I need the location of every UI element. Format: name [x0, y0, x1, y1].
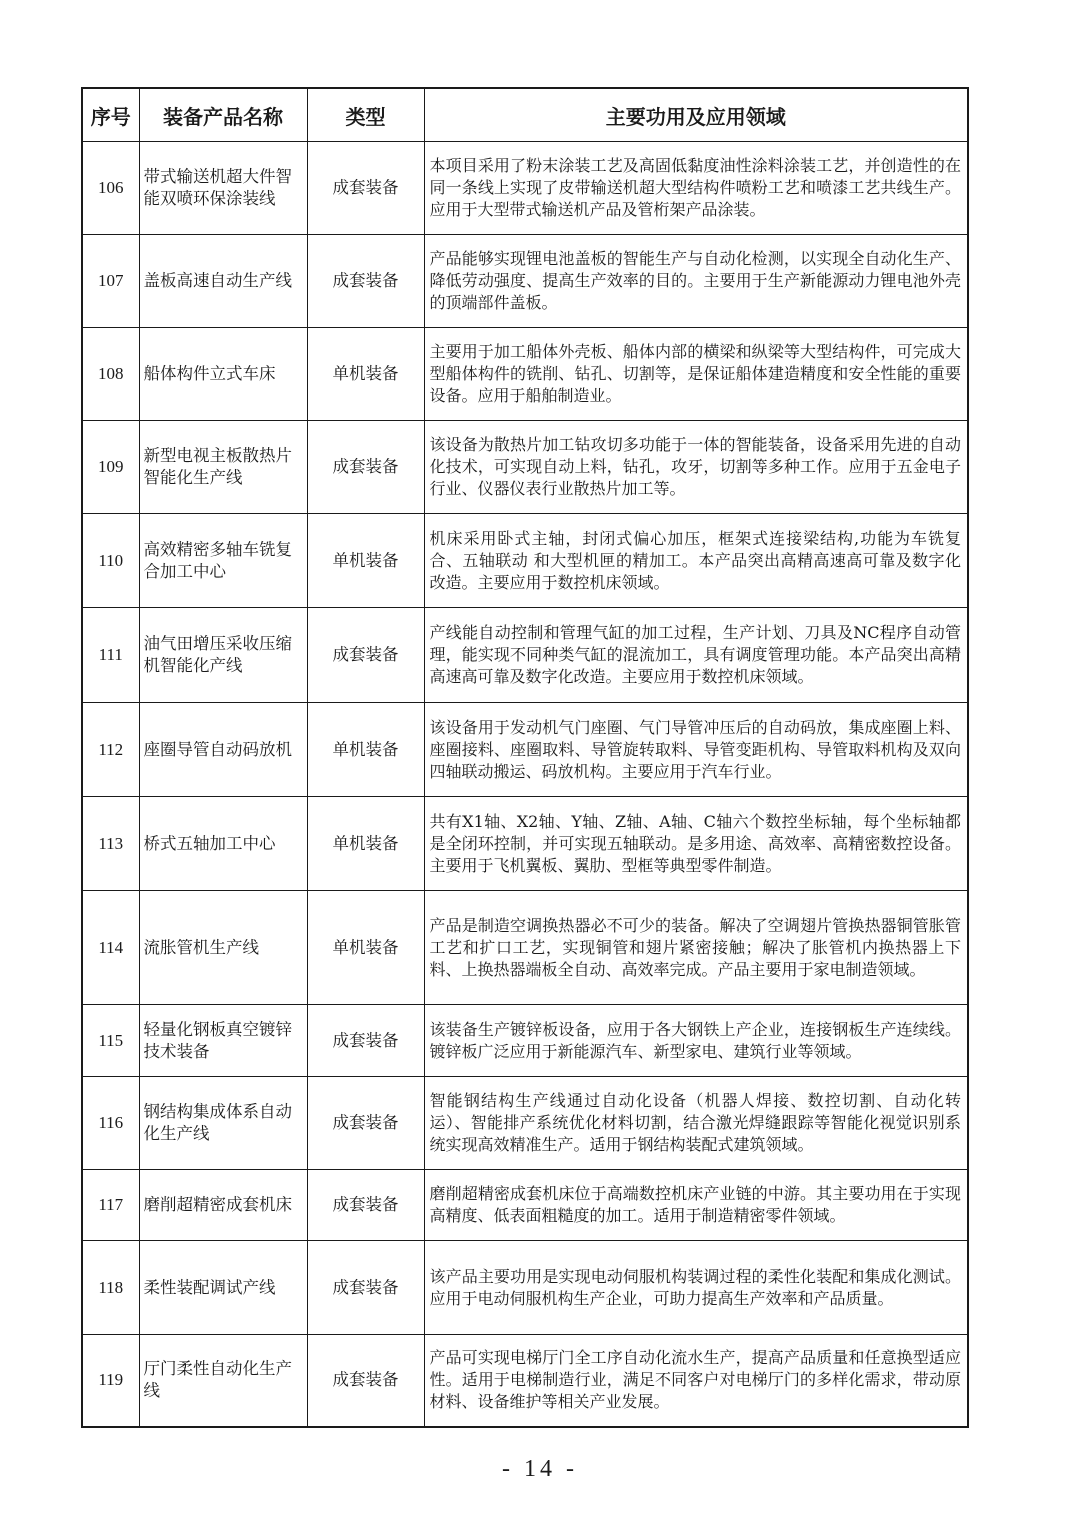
equipment-table [81, 87, 969, 1428]
product-description: 共有X1轴、X2轴、Y轴、Z轴、A轴、C轴六个数控坐标轴，每个坐标轴都是全闭环控制，并可实现五轴联动。是多用途、高效率、高精密数控设备。主要用于飞机翼板、翼肋、型框等典型零件制造。 [424, 797, 968, 891]
product-name: 高效精密多轴车铣复合加工中心 [139, 514, 307, 608]
table-row [82, 328, 968, 421]
product-type: 成套装备 [307, 142, 424, 235]
table-row [82, 421, 968, 514]
product-description: 机床采用卧式主轴，封闭式偏心加压，框架式连接梁结构,功能为车铣复合、五轴联动 和大型机匣的精加工。本产品突出高精高速高可靠及数字化改造。主要应用于数控机床领域。 [424, 514, 968, 608]
header-desc: 主要功用及应用领域 [424, 88, 968, 142]
product-name: 座圈导管自动码放机 [139, 703, 307, 797]
header-no: 序号 [82, 88, 139, 142]
row-number: 111 [82, 608, 139, 703]
product-description: 该产品主要功用是实现电动伺服机构装调过程的柔性化装配和集成化测试。应用于电动伺服机构生产企业，可助力提高生产效率和产品质量。 [424, 1241, 968, 1335]
product-type: 成套装备 [307, 235, 424, 328]
header-name: 装备产品名称 [139, 88, 307, 142]
row-number: 115 [82, 1005, 139, 1077]
product-name: 厅门柔性自动化生产线 [139, 1335, 307, 1427]
row-number: 106 [82, 142, 139, 235]
product-type: 成套装备 [307, 421, 424, 514]
product-description: 产品是制造空调换热器必不可少的装备。解决了空调翅片管换热器铜管胀管工艺和扩口工艺，实现铜管和翅片紧密接触；解决了胀管机内换热器上下料、上换热器端板全自动、高效率完成。产品主要用于家电制造领域。 [424, 891, 968, 1005]
table-row [82, 1077, 968, 1170]
product-type: 单机装备 [307, 891, 424, 1005]
product-type: 成套装备 [307, 1170, 424, 1241]
product-type: 成套装备 [307, 1005, 424, 1077]
table-row [82, 1335, 968, 1427]
page-number: - 14 - [502, 1456, 578, 1482]
row-number: 116 [82, 1077, 139, 1170]
product-description: 该设备用于发动机气门座圈、气门导管冲压后的自动码放，集成座圈上料、座圈接料、座圈取料、导管旋转取料、导管变距机构、导管取料机构及双向四轴联动搬运、码放机构。主要应用于汽车行业。 [424, 703, 968, 797]
product-description: 智能钢结构生产线通过自动化设备（机器人焊接、数控切割、自动化转运）、智能排产系统优化材料切割，结合激光焊缝跟踪等智能化视觉识别系统实现高效精准生产。适用于钢结构装配式建筑领域。 [424, 1077, 968, 1170]
product-description: 主要用于加工船体外壳板、船体内部的横梁和纵梁等大型结构件，可完成大型船体构件的铣削、钻孔、切割等，是保证船体建造精度和安全性能的重要设备。应用于船舶制造业。 [424, 328, 968, 421]
row-number: 109 [82, 421, 139, 514]
product-name: 带式输送机超大件智能双喷环保涂装线 [139, 142, 307, 235]
product-description: 磨削超精密成套机床位于高端数控机床产业链的中游。其主要功用在于实现高精度、低表面粗糙度的加工。适用于制造精密零件领域。 [424, 1170, 968, 1241]
table-header-row [82, 88, 968, 142]
table-row [82, 891, 968, 1005]
product-description: 该设备为散热片加工钻攻切多功能于一体的智能装备，设备采用先进的自动化技术，可实现自动上料，钻孔，攻牙，切割等多种工作。应用于五金电子行业、仪器仪表行业散热片加工等。 [424, 421, 968, 514]
product-name: 磨削超精密成套机床 [139, 1170, 307, 1241]
product-type: 成套装备 [307, 1241, 424, 1335]
product-type: 成套装备 [307, 1077, 424, 1170]
product-type: 单机装备 [307, 797, 424, 891]
row-number: 107 [82, 235, 139, 328]
table-row [82, 797, 968, 891]
row-number: 108 [82, 328, 139, 421]
table-row [82, 608, 968, 703]
table-row [82, 1170, 968, 1241]
product-name: 油气田增压采收压缩机智能化产线 [139, 608, 307, 703]
product-name: 桥式五轴加工中心 [139, 797, 307, 891]
row-number: 114 [82, 891, 139, 1005]
product-type: 单机装备 [307, 514, 424, 608]
table-row [82, 703, 968, 797]
product-description: 该装备生产镀锌板设备，应用于各大钢铁上产企业，连接钢板生产连续线。镀锌板广泛应用于新能源汽车、新型家电、建筑行业等领域。 [424, 1005, 968, 1077]
product-description: 本项目采用了粉末涂装工艺及高固低黏度油性涂料涂装工艺，并创造性的在同一条线上实现了皮带输送机超大型结构件喷粉工艺和喷漆工艺共线生产。应用于大型带式输送机产品及管桁架产品涂装。 [424, 142, 968, 235]
table-row [82, 1005, 968, 1077]
product-description: 产线能自动控制和管理气缸的加工过程，生产计划、刀具及NC程序自动管理，能实现不同种类气缸的混流加工，具有调度管理功能。本产品突出高精高速高可靠及数字化改造。主要应用于数控机床领域。 [424, 608, 968, 703]
row-number: 110 [82, 514, 139, 608]
product-name: 流胀管机生产线 [139, 891, 307, 1005]
product-description: 产品可实现电梯厅门全工序自动化流水生产，提高产品质量和任意换型适应性。适用于电梯制造行业，满足不同客户对电梯厅门的多样化需求，带动原材料、设备维护等相关产业发展。 [424, 1335, 968, 1427]
table-row [82, 1241, 968, 1335]
product-name: 柔性装配调试产线 [139, 1241, 307, 1335]
row-number: 117 [82, 1170, 139, 1241]
table-row [82, 514, 968, 608]
product-type: 单机装备 [307, 703, 424, 797]
row-number: 113 [82, 797, 139, 891]
header-type: 类型 [307, 88, 424, 142]
product-name: 盖板高速自动生产线 [139, 235, 307, 328]
table-row [82, 235, 968, 328]
product-name: 新型电视主板散热片智能化生产线 [139, 421, 307, 514]
product-type: 成套装备 [307, 608, 424, 703]
row-number: 112 [82, 703, 139, 797]
product-name: 钢结构集成体系自动化生产线 [139, 1077, 307, 1170]
product-name: 轻量化钢板真空镀锌技术装备 [139, 1005, 307, 1077]
product-description: 产品能够实现锂电池盖板的智能生产与自动化检测，以实现全自动化生产、降低劳动强度、提高生产效率的目的。主要用于生产新能源动力锂电池外壳的顶端部件盖板。 [424, 235, 968, 328]
product-type: 单机装备 [307, 328, 424, 421]
product-name: 船体构件立式车床 [139, 328, 307, 421]
row-number: 118 [82, 1241, 139, 1335]
row-number: 119 [82, 1335, 139, 1427]
product-type: 成套装备 [307, 1335, 424, 1427]
table-row [82, 142, 968, 235]
